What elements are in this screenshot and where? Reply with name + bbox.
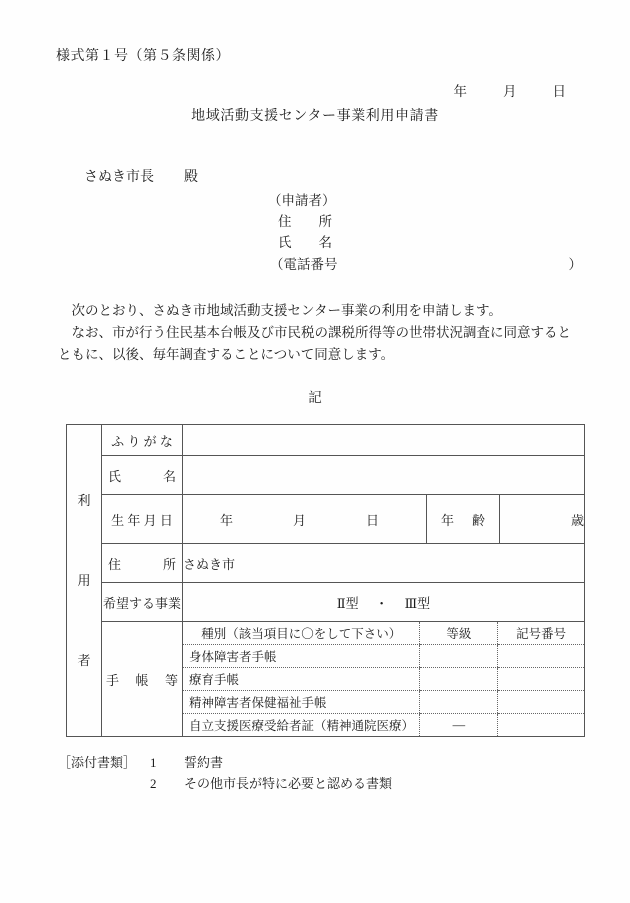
attachment-text-2: その他市長が特に必要と認める書類	[184, 776, 393, 791]
label-age-char-2: 齢	[472, 512, 486, 528]
value-desired-service[interactable]	[183, 583, 585, 622]
label-techo-char-1: 手	[106, 672, 120, 688]
label-desired-service: 希望する事業	[102, 583, 183, 622]
label-name-char-1: 氏	[108, 468, 122, 484]
label-name	[102, 456, 183, 495]
attachments-label: ［添付書類］	[58, 755, 137, 770]
applicant-info-table	[66, 424, 585, 737]
techo-subtable	[183, 622, 584, 736]
body-text	[58, 300, 578, 366]
vertical-label-riyousha	[67, 425, 102, 737]
attachment-text-1: 誓約書	[184, 755, 224, 770]
phone-label: （電話番号	[270, 257, 338, 272]
techo-header-type: 種別（該当項目に〇をして下さい）	[183, 622, 420, 645]
techo-number-4[interactable]	[498, 714, 584, 737]
attachments-row-1	[58, 752, 392, 773]
value-age[interactable]	[500, 495, 585, 544]
label-address-char-1: 住	[108, 556, 122, 572]
value-name[interactable]	[183, 456, 585, 495]
date-day-label: 日	[552, 84, 566, 99]
age-unit-label: 歳	[570, 512, 584, 528]
techo-header-grade: 等級	[420, 622, 498, 645]
applicant-heading: （申請者）	[268, 193, 336, 208]
dob-year-label: 年	[219, 512, 233, 528]
label-address-char-2: 所	[162, 556, 176, 572]
label-furigana: ふ り が な	[102, 425, 183, 456]
techo-type-1[interactable]: 身体障害者手帳	[183, 645, 420, 668]
applicant-address-label: 住 所	[278, 214, 332, 229]
techo-grade-3[interactable]	[420, 691, 498, 714]
value-address[interactable]: さぬき市	[183, 544, 585, 583]
techo-number-2[interactable]	[498, 668, 584, 691]
addressee-name: さぬき市長	[84, 170, 154, 185]
label-name-char-2: 名	[162, 468, 176, 484]
table-row[interactable]	[183, 714, 584, 737]
label-address	[102, 544, 183, 583]
table-row[interactable]	[183, 645, 584, 668]
vertical-char-3: 者	[77, 653, 91, 669]
service-option-3gata[interactable]: Ⅲ型	[404, 595, 431, 611]
techo-type-4[interactable]: 自立支援医療受給者証（精神通院医療）	[189, 719, 415, 733]
form-number: 様式第１号（第５条関係）	[56, 49, 230, 64]
value-furigana[interactable]	[183, 425, 585, 456]
service-separator: ・	[375, 595, 389, 611]
dob-month-label: 月	[292, 512, 306, 528]
vertical-char-1: 利	[77, 492, 91, 508]
vertical-char-2: 用	[77, 573, 91, 588]
dob-day-label: 日	[366, 512, 380, 528]
techo-grade-1[interactable]	[420, 645, 498, 668]
body-line-1: 次のとおり、さぬき市地域活動支援センター事業の利用を申請します。	[71, 303, 502, 318]
techo-header-row	[183, 622, 584, 645]
table-row[interactable]	[183, 691, 584, 714]
attachments-section	[58, 752, 392, 794]
applicant-block	[268, 190, 336, 253]
label-date-of-birth: 生 年 月 日	[102, 495, 183, 544]
label-age	[427, 495, 500, 544]
body-line-2: なお、市が行う住民基本台帳及び市民税の課税所得等の世帯状況調査に同意するとともに、以後、毎年調査することについて同意します。	[58, 325, 571, 362]
techo-subtable-cell	[183, 622, 585, 737]
attachment-number-2: 2	[150, 776, 157, 791]
techo-grade-2[interactable]	[420, 668, 498, 691]
table-row[interactable]	[183, 668, 584, 691]
techo-number-1[interactable]	[498, 645, 584, 668]
addressee	[70, 150, 198, 202]
label-age-char-1: 年	[440, 512, 454, 528]
document-title: 地域活動支援センター事業利用申請書	[191, 109, 439, 124]
applicant-phone-row	[270, 253, 582, 273]
techo-number-3[interactable]	[498, 691, 584, 714]
date-year-label: 年	[453, 84, 467, 99]
addressee-honorific: 殿	[184, 170, 198, 185]
attachment-number-1: 1	[150, 755, 157, 770]
label-techo-char-2: 帳	[135, 672, 149, 688]
label-techo-char-3: 等	[164, 672, 178, 688]
attachments-row-2	[58, 773, 392, 794]
label-techo	[102, 622, 183, 737]
techo-header-number: 記号番号	[498, 622, 584, 645]
service-option-2gata[interactable]: Ⅱ型	[336, 595, 359, 611]
techo-grade-4: ―	[420, 714, 498, 737]
applicant-name-label: 氏 名	[278, 235, 332, 250]
techo-type-2[interactable]: 療育手帳	[183, 668, 420, 691]
phone-close-paren: ）	[568, 257, 582, 272]
techo-type-3[interactable]: 精神障害者保健福祉手帳	[183, 691, 420, 714]
value-date-of-birth[interactable]	[183, 495, 427, 544]
ki-mark: 記	[308, 390, 322, 405]
date-month-label: 月	[503, 84, 517, 99]
